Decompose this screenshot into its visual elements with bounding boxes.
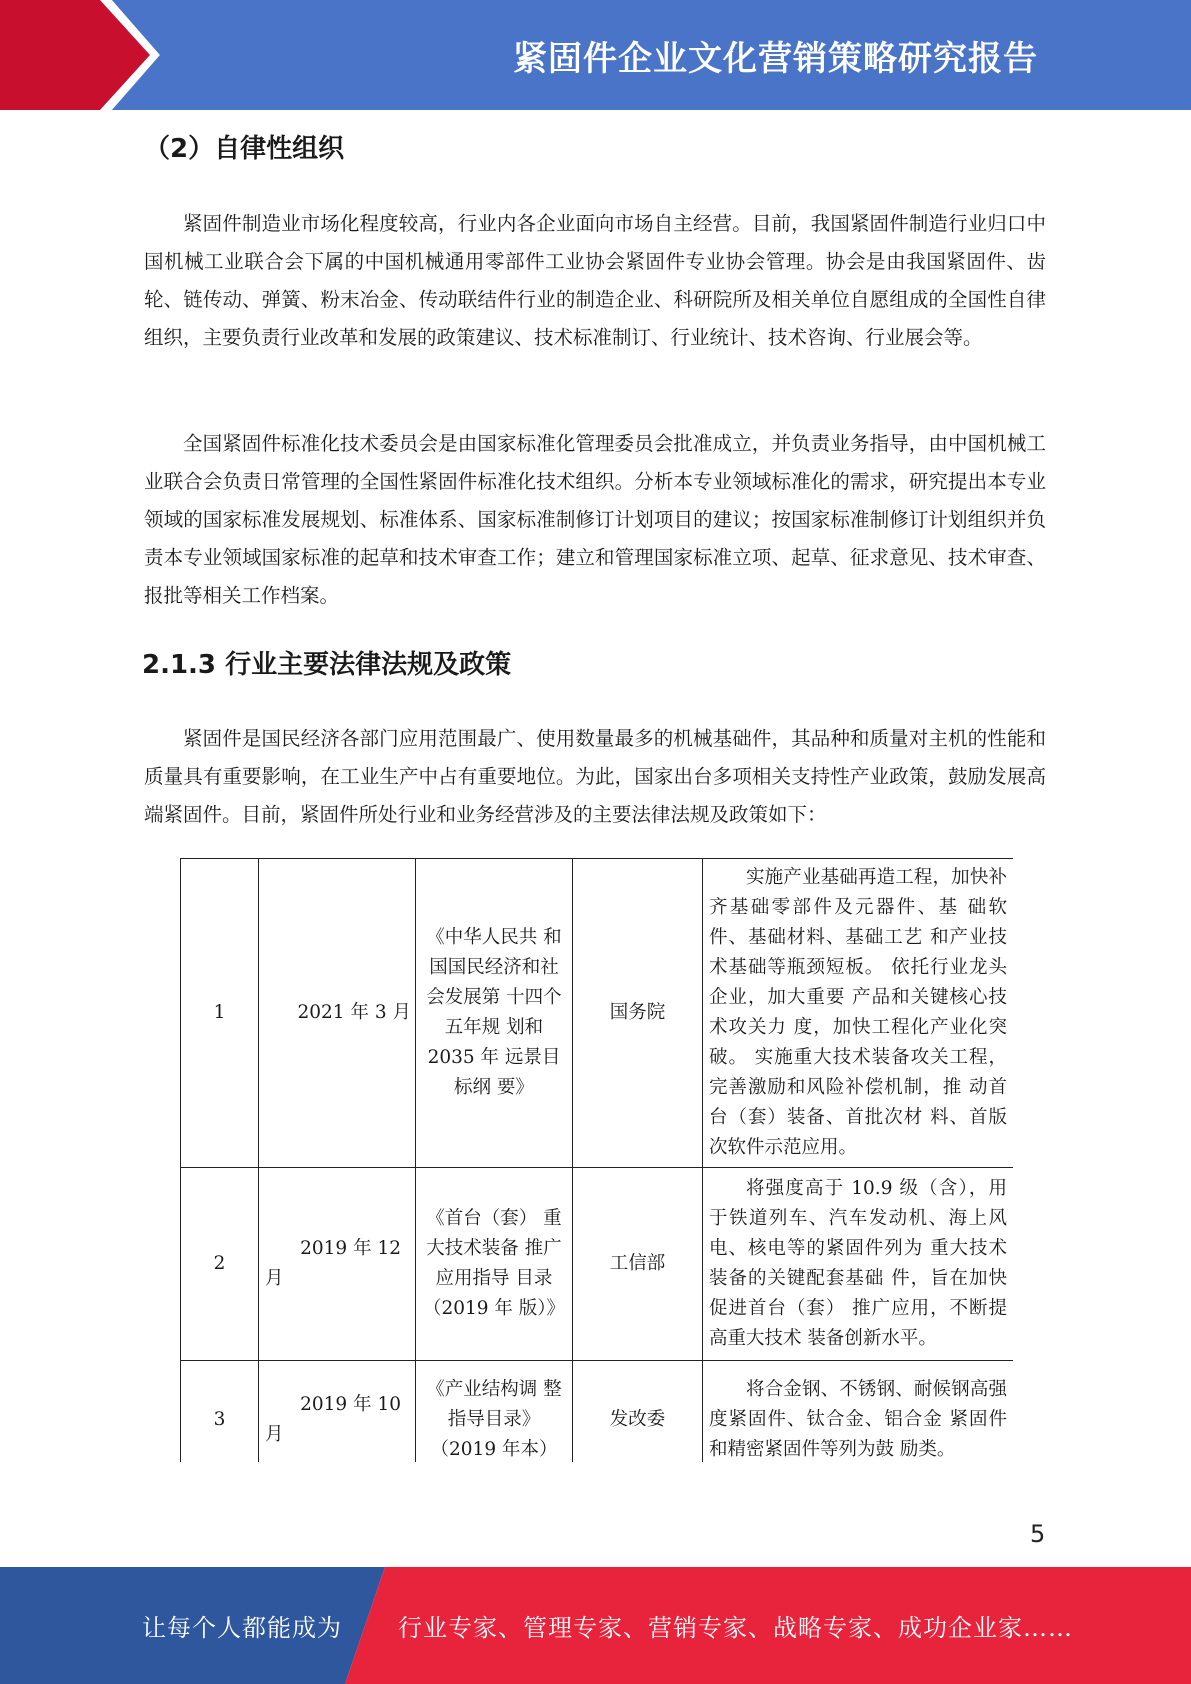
cell-no: 3 (181, 1361, 259, 1463)
table-row (181, 1168, 1014, 1361)
cell-issuer: 工信部 (573, 1168, 703, 1361)
policy-table-container (180, 858, 1013, 1462)
section-heading-laws: 2.1.3 行业主要法律法规及政策 (142, 650, 512, 680)
cell-issuer: 发改委 (573, 1361, 703, 1463)
report-title: 紧固件企业文化营销策略研究报告 (513, 38, 1038, 79)
cell-date: 2021 年 3 月 (259, 859, 416, 1168)
footer-slogan-left: 让每个人都能成为 (142, 1614, 342, 1642)
page-header (0, 0, 1191, 110)
cell-content: 将合金钢、不锈钢、耐候钢高强度紧固件、钛合金、铝合金 紧固件和精密紧固件等列为鼓 励类。 (703, 1361, 1014, 1463)
cell-document: 《产业结构调 整指导目录》 （2019 年本） (416, 1361, 573, 1463)
subheading-self-regulatory: （2）自律性组织 (144, 134, 345, 164)
date-line-2: 月 (265, 1424, 284, 1445)
table-row (181, 1361, 1014, 1463)
date-line-1: 2019 年 12 (300, 1238, 401, 1259)
date-line-1: 2019 年 10 (300, 1394, 401, 1415)
table-row (181, 859, 1014, 1168)
cell-date (259, 1361, 416, 1463)
footer-slogan-right: 行业专家、管理专家、营销专家、战略专家、成功企业家…… (398, 1614, 1073, 1642)
cell-document: 《首台（套） 重大技术装备 推广应用指导 目录（2019 年 版）》 (416, 1168, 573, 1361)
paragraph-standards-committee: 全国紧固件标准化技术委员会是由国家标准化管理委员会批准成立，并负责业务指导，由中国机械工业联合会负责日常管理的全国性紧固件标准化技术组织。分析本专业领域标准化的需求，研究提出本专业领域的国家标准发展规划、标准体系、国家标准制修订计划项目的建议；按国家标准制修订计划组织并负责本专业领域国家标准的起草和技术审查工作；建立和管理国家标准立项、起草、征求意见、技术审查、报批等相关工作档案。 (144, 432, 1046, 607)
paragraph-policy-intro: 紧固件是国民经济各部门应用范围最广、使用数量最多的机械基础件，其品种和质量对主机的性能和质量具有重要影响，在工业生产中占有重要地位。为此，国家出台多项相关支持性产业政策，鼓励发展高端紧固件。目前，紧固件所处行业和业务经营涉及的主要法律法规及政策如下： (144, 727, 1046, 826)
cell-content: 将强度高于 10.9 级（含），用 于铁道列车、汽车发动机、海上风电、核电等的紧固件列为 重大技术装备的关键配套基础 件，旨在加快促进首台（套） 推广应用，不断提高重大技术 装备创新水平。 (703, 1168, 1014, 1361)
cell-no: 2 (181, 1168, 259, 1361)
cell-document: 《中华人民共 和国国民经济和社会发展第 十四个五年规 划和 2035 年 远景目标纲 要》 (416, 859, 573, 1168)
cell-date (259, 1168, 416, 1361)
cell-issuer: 国务院 (573, 859, 703, 1168)
page-footer (0, 1567, 1191, 1684)
cell-content: 实施产业基础再造工程，加快补齐基础零部件及元器件、基 础软件、基础材料、基础工艺 和产业技术基础等瓶颈短板。 依托行业龙头企业，加大重要 产品和关键核心技术攻关力 度，加快工程化产业化突破。 实施重大技术装备攻关工程， 完善激励和风险补偿机制，推 动首台（套）装备、首批次材 料、首版次软件示范应用。 (703, 859, 1014, 1168)
cell-no: 1 (181, 859, 259, 1168)
date-line-2: 月 (265, 1268, 284, 1289)
paragraph-association: 紧固件制造业市场化程度较高，行业内各企业面向市场自主经营。目前，我国紧固件制造行业归口中国机械工业联合会下属的中国机械通用零部件工业协会紧固件专业协会管理。协会是由我国紧固件、齿轮、链传动、弹簧、粉末冶金、传动联结件行业的制造企业、科研院所及相关单位自愿组成的全国性自律组织，主要负责行业改革和发展的政策建议、技术标准制订、行业统计、技术咨询、行业展会等。 (144, 212, 1046, 349)
policy-table (180, 858, 1013, 1462)
page-number: 5 (1030, 1520, 1046, 1548)
